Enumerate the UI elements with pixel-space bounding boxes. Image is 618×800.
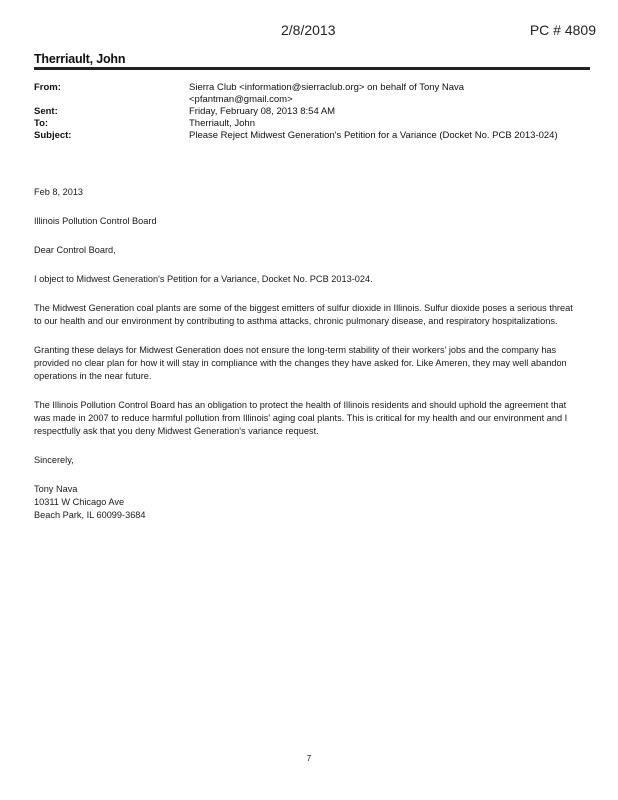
header-row-sent [34, 106, 590, 118]
pc-number: PC # 4809 [529, 22, 596, 38]
document-date: 2/8/2013 [281, 22, 336, 38]
signature-street: 10311 W Chicago Ave [34, 497, 125, 507]
letter-salutation: Dear Control Board, [34, 245, 116, 255]
mailbox-owner-name: Therriault, John [34, 52, 126, 66]
body-paragraph: I object to Midwest Generation's Petition for a Variance, Docket No. PCB 2013-024. [34, 274, 373, 284]
header-label: Sent: [34, 106, 58, 117]
signature-city: Beach Park, IL 60099-3684 [34, 510, 146, 520]
email-body [34, 186, 578, 522]
email-headers [34, 82, 590, 142]
header-row-from-cont [34, 94, 590, 106]
header-row-from [34, 82, 590, 94]
header-label: From: [34, 82, 61, 93]
header-row-subject [34, 130, 590, 142]
from-email-value: <pfantman@gmail.com> [189, 94, 293, 105]
subject-value: Please Reject Midwest Generation's Petition for a Variance (Docket No. PCB 2013-024) [189, 130, 558, 141]
signature-name: Tony Nava [34, 484, 78, 494]
letter-date: Feb 8, 2013 [34, 187, 84, 197]
signature-block [34, 483, 578, 522]
header-label: To: [34, 118, 49, 129]
body-paragraph: The Illinois Pollution Control Board has an obligation to protect the health of Illinois residents and should uphold the agreement that was made in 2007 to reduce harmful pollution from Illinois' aging coal plants. This is critical for my health and our environment and I respectfully ask that you deny Midwest Generation's variance request. [34, 400, 568, 436]
page-number: 7 [306, 754, 312, 763]
body-paragraph: Granting these delays for Midwest Generation does not ensure the long-term stability of their workers' jobs and the company has provided no clear plan for how it will stay in compliance with the changes they have asked for. Like Ameren, they may well abandon operations in the near future. [34, 345, 567, 381]
header-row-to [34, 118, 590, 130]
to-value: Therriault, John [189, 118, 256, 129]
header-label [34, 94, 189, 106]
header-rule [34, 67, 590, 70]
sent-value: Friday, February 08, 2013 8:54 AM [189, 106, 336, 117]
body-paragraph: The Midwest Generation coal plants are some of the biggest emitters of sulfur dioxide in Illinois. Sulfur dioxide poses a serious threat to our health and our environment by contributing to asthma attacks, chronic pulmonary disease, and respiratory hospitalizations. [34, 303, 573, 326]
letter-closing: Sincerely, [34, 455, 74, 465]
from-value: Sierra Club <information@sierraclub.org> on behalf of Tony Nava [189, 82, 465, 93]
header-label: Subject: [34, 130, 72, 141]
letter-recipient: Illinois Pollution Control Board [34, 216, 157, 226]
